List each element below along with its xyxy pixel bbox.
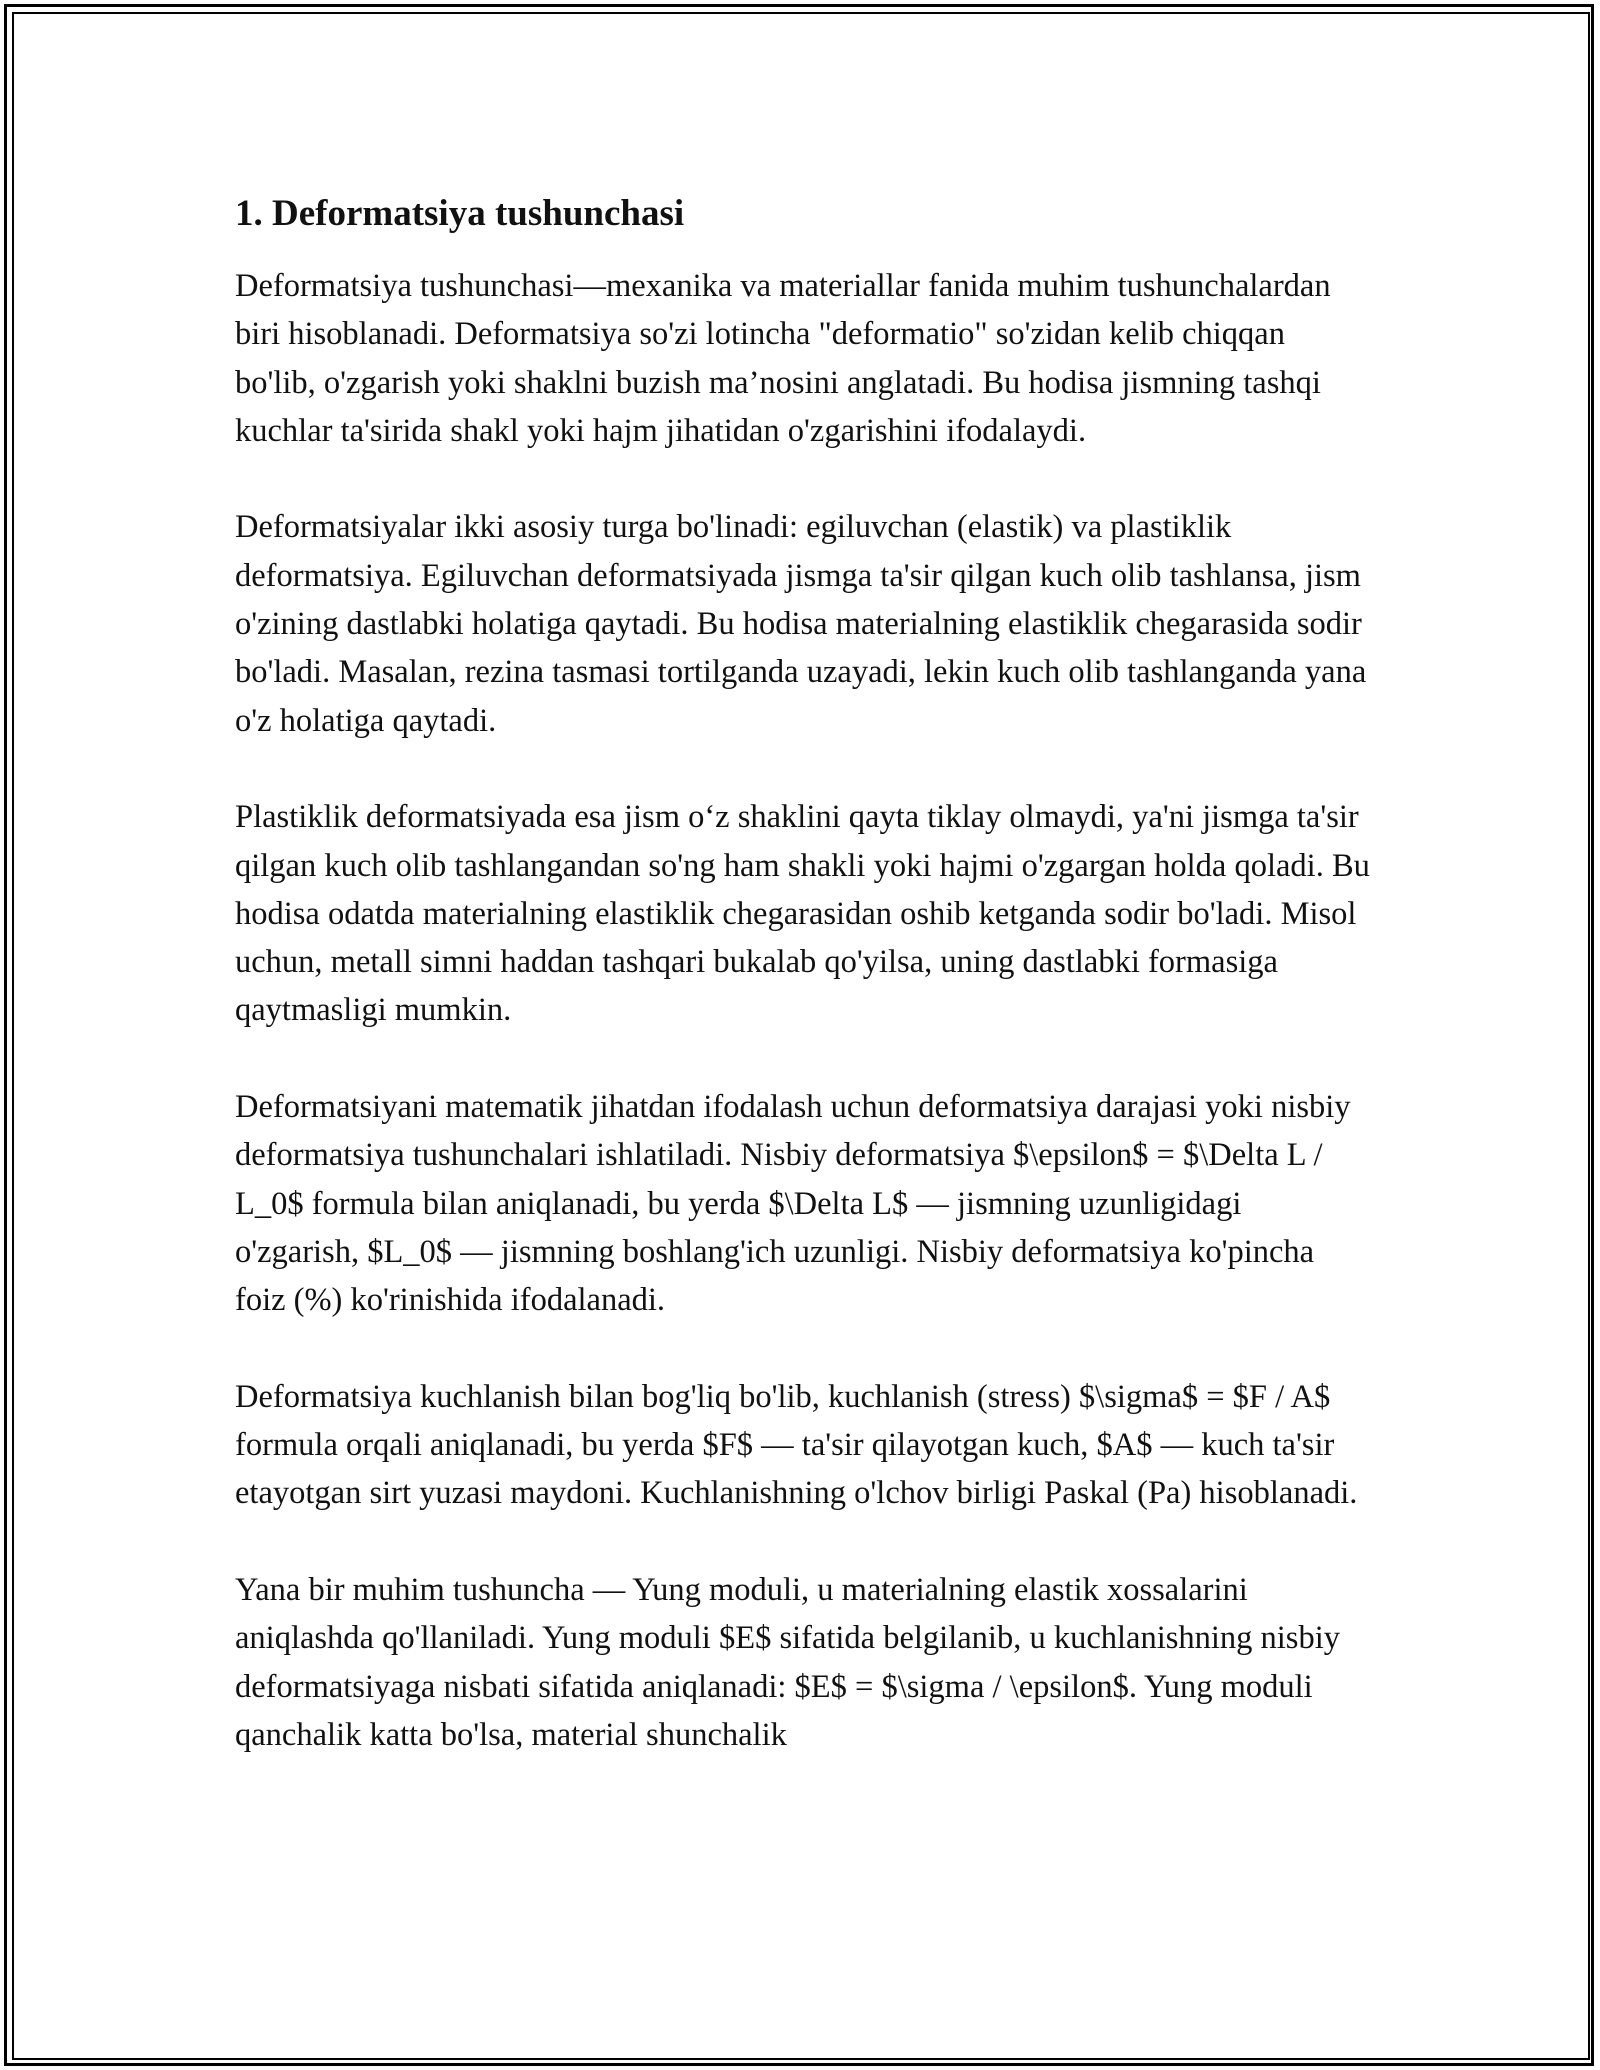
paragraph-young-modulus: Yana bir muhim tushuncha — Yung moduli, u materialning elastik xossalarini aniqlashda qo'llaniladi. Yung moduli $E$ sifatida belgilanib, u kuchlanishning nisbiy deformatsiyaga nisbati sifatida aniqlanadi: $E$ = $\sigma / \epsilon$. Yung moduli qanchalik katta bo'lsa, material shunchalik bbox=[235, 1572, 1340, 1753]
section-heading: 1. Deformatsiya tushunchasi bbox=[235, 193, 685, 234]
paragraph-types: Deformatsiyalar ikki asosiy turga bo'linadi: egiluvchan (elastik) va plastiklik deformatsiya. Egiluvchan deformatsiyada jismga ta'sir qilgan kuch olib tashlansa, jism o'zining dastlabki holatiga qaytadi. Bu hodisa materialning elastiklik chegarasida sodir bo'ladi. Masalan, rezina tasmasi tortilganda uzayadi, lekin kuch olib tashlanganda yana o'z holatiga qaytadi. bbox=[235, 509, 1367, 739]
paragraph-strain: Deformatsiyani matematik jihatdan ifodalash uchun deformatsiya darajasi yoki nisbiy deformatsiya tushunchalari ishlatiladi. Nisbiy deformatsiya $\epsilon$ = $\Delta L / L_0$ formula bilan aniqlanadi, bu yerda $\Delta L$ — jismning uzunligidagi o'zgarish, $L_0$ — jismning boshlang'ich uzunligi. Nisbiy deformatsiya ko'pincha foiz (%) ko'rinishida ifodalanadi. bbox=[235, 1089, 1351, 1319]
paragraph-definition: Deformatsiya tushunchasi—mexanika va materiallar fanida muhim tushunchalardan biri hisoblanadi. Deformatsiya so'zi lotincha "deformatio" so'zidan kelib chiqqan bo'lib, o'zgarish yoki shaklni buzish ma’nosini anglatadi. Bu hodisa jismning tashqi kuchlar ta'sirida shakl yoki hajm jihatidan o'zgarishini ifodalaydi. bbox=[235, 268, 1331, 449]
paragraph-plastic: Plastiklik deformatsiyada esa jism o‘z shaklini qayta tiklay olmaydi, ya'ni jismga ta'sir qilgan kuch olib tashlangandan so'ng ham shakli yoki hajmi o'zgargan holda qoladi. Bu hodisa odatda materialning elastiklik chegarasidan oshib ketganda sodir bo'ladi. Misol uchun, metall simni haddan tashqari bukalab qo'yilsa, uning dastlabki formasiga qaytmasligi mumkin. bbox=[235, 799, 1370, 1029]
paragraph-stress: Deformatsiya kuchlanish bilan bog'liq bo'lib, kuchlanish (stress) $\sigma$ = $F / A$ formula orqali aniqlanadi, bu yerda $F$ — ta'sir qilayotgan kuch, $A$ — kuch ta'sir etayotgan sirt yuzasi maydoni. Kuchlanishning o'lchov birligi Paskal (Pa) hisoblanadi. bbox=[235, 1378, 1358, 1512]
document-content bbox=[235, 190, 1370, 1808]
